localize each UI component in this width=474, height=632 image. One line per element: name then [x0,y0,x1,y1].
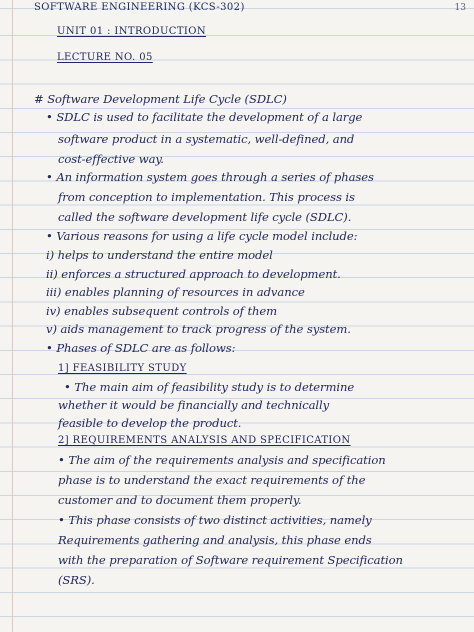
note-line: phase is to understand the exact requirements of the [58,473,366,487]
note-line: called the software development life cycle (SDLC). [58,210,352,224]
note-line: Requirements gathering and analysis, this phase ends [58,533,372,547]
unit-title: UNIT 01 : INTRODUCTION [57,26,206,37]
list-item: iii) enables planning of resources in advance [46,285,305,299]
list-item: iv) enables subsequent controls of them [46,304,278,318]
list-item: ii) enforces a structured approach to development. [46,267,341,281]
note-line: • The aim of the requirements analysis and specification [58,453,386,467]
lecture-title: LECTURE NO. 05 [57,52,153,63]
list-item: v) aids management to track progress of the system. [46,322,351,336]
section-heading-sdlc: # Software Development Life Cycle (SDLC) [34,92,287,106]
subject-title: SOFTWARE ENGINEERING (KCS-302) [34,2,245,13]
list-item: i) helps to understand the entire model [46,248,273,262]
note-line: whether it would be financially and technically [58,398,330,412]
note-line: • SDLC is used to facilitate the development of a large [46,110,363,124]
subheading-requirements-analysis: 2] REQUIREMENTS ANALYSIS AND SPECIFICATION [58,435,351,446]
note-line: • The main aim of feasibility study is to determine [64,380,355,394]
note-line: • This phase consists of two distinct activities, namely [58,513,372,527]
note-line: (SRS). [58,573,95,587]
subheading-feasibility-study: 1] FEASIBILITY STUDY [58,363,187,374]
note-line: • An information system goes through a series of phases [46,170,374,184]
note-line: • Phases of SDLC are as follows: [46,341,236,355]
note-line: feasible to develop the product. [58,416,242,430]
note-line: with the preparation of Software requirement Specification [58,553,403,567]
margin-line [12,0,13,632]
note-line: • Various reasons for using a life cycle model include: [46,229,358,243]
page-number: 13 [454,3,466,13]
note-line: from conception to implementation. This process is [58,190,355,204]
note-line: software product in a systematic, well-defined, and [58,132,355,146]
note-line: customer and to document them properly. [58,493,302,507]
note-line: cost-effective way. [58,152,164,166]
